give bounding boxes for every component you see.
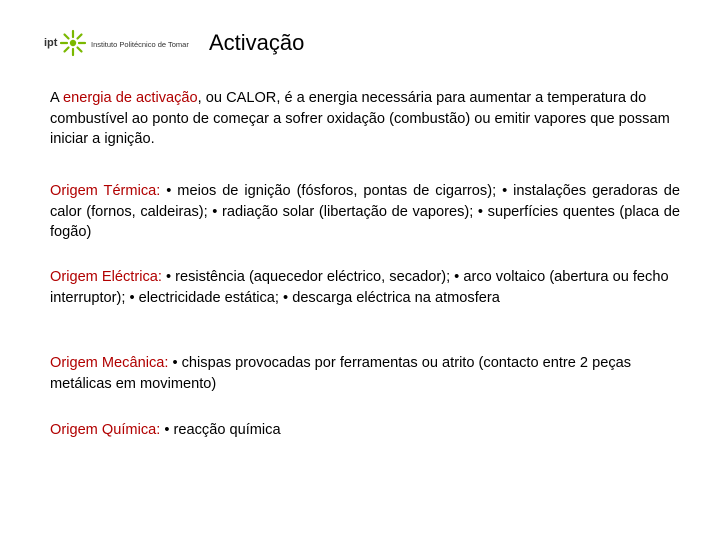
section-text: • chispas provocadas por ferramentas ou atrito (contacto entre 2 peças metálicas em movimento) (50, 355, 632, 392)
logo-institution-name: Instituto Politécnico de Tomar (91, 40, 189, 49)
section-heading: Origem Química: (50, 422, 161, 438)
intro-prefix: A (50, 90, 63, 106)
ipt-logo (44, 28, 194, 62)
section-text: • resistência (aquecedor eléctrico, secador); • arco voltaico (abertura ou fecho interruptor); • electricidade estática; • descarga eléctrica na atmosfera (50, 269, 669, 306)
logo-short-text: ipt (44, 37, 58, 49)
intro-paragraph (50, 88, 680, 150)
section-heading: Origem Térmica: (50, 183, 161, 199)
section-heading: Origem Mecânica: (50, 355, 169, 371)
section-heading: Origem Eléctrica: (50, 269, 162, 285)
section-origem-electrica (50, 267, 680, 308)
section-text: • reacção química (160, 422, 281, 438)
intro-term: energia de activação (62, 90, 198, 106)
section-origem-quimica (50, 420, 680, 441)
section-text: • meios de ignição (fósforos, pontas de cigarros); • instalações geradoras de calor (fornos, caldeiras); • radiação solar (libertação de vapores); • superfícies quentes (placa de fogão) (50, 183, 680, 240)
intro-text: , ou CALOR, é a energia necessária para aumentar a temperatura do combustível ao ponto de começar a sofrer oxidação (combustão) ou emitir vapores que possam iniciar a ignição. (50, 90, 670, 147)
section-origem-mecanica (50, 353, 680, 394)
section-origem-termica (50, 181, 680, 243)
sun-burst-icon (58, 28, 88, 58)
page-title: Activação (209, 30, 305, 55)
